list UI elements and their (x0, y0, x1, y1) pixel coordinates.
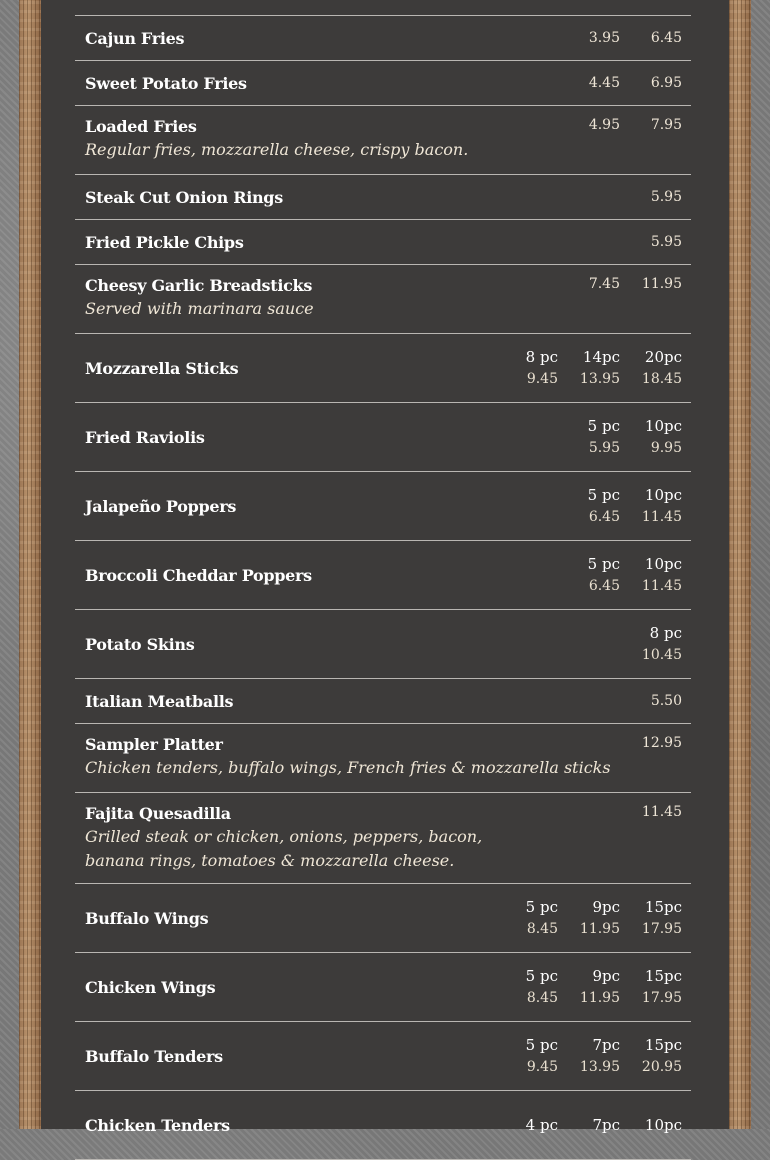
item-price: 5.50 (650, 693, 682, 709)
item-price-large: 6.95 (650, 75, 682, 91)
item-price-small: 3.95 (588, 30, 620, 46)
menu-item-italian-meatballs (75, 679, 691, 724)
price-option (558, 415, 620, 459)
item-name: Sweet Potato Fries (85, 73, 247, 93)
price-option (558, 346, 620, 390)
item-name: Potato Skins (85, 634, 195, 654)
price-option (496, 896, 558, 940)
menu-item-jalapeno-poppers (75, 472, 691, 541)
item-description: Grilled steak or chicken, onions, peppers, bacon, banana rings, tomatoes & mozzarella cheese. (85, 827, 483, 870)
menu-item-garlic-breadsticks (75, 265, 691, 334)
price-option-label: 10pc (644, 555, 682, 573)
price-option-value: 17.95 (641, 990, 682, 1006)
price-option-label: 5 pc (525, 967, 558, 985)
item-name: Loaded Fries (85, 117, 197, 136)
price-option (496, 1034, 558, 1078)
price-option-label: 5 pc (587, 486, 620, 504)
price-option (496, 1114, 558, 1136)
price-option-value: 5.95 (588, 440, 620, 456)
price-option (558, 1114, 620, 1136)
item-name: Broccoli Cheddar Poppers (85, 565, 312, 585)
item-description: Served with marinara sauce (85, 299, 314, 318)
item-price: 11.45 (641, 804, 682, 820)
price-option-value: 17.95 (641, 921, 682, 937)
item-name: Cheesy Garlic Breadsticks (85, 276, 313, 295)
item-name: Cajun Fries (85, 28, 185, 48)
item-description: Regular fries, mozzarella cheese, crispy bacon. (85, 140, 469, 159)
item-name: Buffalo Wings (85, 908, 209, 928)
price-option-value: 10.45 (641, 647, 682, 663)
price-option (620, 484, 682, 528)
item-price: 5.95 (650, 234, 682, 250)
menu-item-chicken-tenders (75, 1091, 691, 1160)
price-option (496, 346, 558, 390)
price-option-value: 8.45 (526, 990, 558, 1006)
item-name: Fajita Quesadilla (85, 804, 231, 823)
item-name: Sampler Platter (85, 735, 223, 754)
price-option-value: 9.95 (650, 440, 682, 456)
price-option-label: 15pc (644, 1036, 682, 1054)
item-name: Mozzarella Sticks (85, 358, 239, 378)
menu-item-onion-rings (75, 175, 691, 220)
price-option (558, 1034, 620, 1078)
item-description: Chicken tenders, buffalo wings, French fries & mozzarella sticks (85, 758, 611, 777)
price-option-label: 15pc (644, 898, 682, 916)
price-option-value: 13.95 (579, 1059, 620, 1075)
price-option-label: 5 pc (587, 555, 620, 573)
item-name: Fried Pickle Chips (85, 232, 244, 252)
price-option-label: 7pc (592, 1036, 620, 1054)
item-price-small: 4.45 (588, 75, 620, 91)
menu-item-buffalo-tenders (75, 1022, 691, 1091)
price-option-value: 8.45 (526, 921, 558, 937)
menu-item-cajun-fries (75, 16, 691, 61)
price-option-value: 9.45 (526, 371, 558, 387)
price-option-value: 18.45 (641, 371, 682, 387)
appetizer-menu (75, 0, 691, 1160)
item-name: Jalapeño Poppers (85, 496, 237, 516)
item-name: Steak Cut Onion Rings (85, 187, 283, 207)
item-name: Buffalo Tenders (85, 1046, 223, 1066)
price-option-label: 10pc (644, 1116, 682, 1134)
price-option (558, 965, 620, 1009)
item-name: Chicken Tenders (85, 1115, 230, 1135)
price-option-value: 13.95 (579, 371, 620, 387)
price-option (620, 622, 682, 666)
menu-item-potato-skins (75, 610, 691, 679)
price-option-label: 10pc (644, 486, 682, 504)
item-name: Fried Raviolis (85, 427, 205, 447)
price-option-label: 20pc (644, 348, 682, 366)
wood-frame-left (19, 0, 41, 1129)
item-price-small: 7.45 (588, 276, 620, 292)
price-option (620, 415, 682, 459)
wood-frame-right (729, 0, 751, 1129)
price-option (496, 965, 558, 1009)
menu-item-broccoli-cheddar-poppers (75, 541, 691, 610)
menu-item-fried-raviolis (75, 403, 691, 472)
price-option-value: 11.95 (579, 921, 620, 937)
menu-top-divider (75, 0, 691, 16)
price-option-label: 5 pc (587, 417, 620, 435)
price-option-label: 4 pc (525, 1116, 558, 1134)
price-option-value: 20.95 (641, 1059, 682, 1075)
price-option-label: 7pc (592, 1116, 620, 1134)
menu-item-buffalo-wings (75, 884, 691, 953)
price-option-value: 11.95 (579, 990, 620, 1006)
menu-item-fried-pickle-chips (75, 220, 691, 265)
item-name: Italian Meatballs (85, 691, 234, 711)
price-option (620, 965, 682, 1009)
menu-item-sampler-platter (75, 724, 691, 793)
price-option (620, 346, 682, 390)
price-option (620, 1034, 682, 1078)
price-option-label: 10pc (644, 417, 682, 435)
item-price: 12.95 (641, 735, 682, 751)
price-option (558, 896, 620, 940)
menu-item-sweet-potato-fries (75, 61, 691, 106)
item-price-large: 6.45 (650, 30, 682, 46)
price-option-label: 9pc (592, 967, 620, 985)
price-option-label: 15pc (644, 967, 682, 985)
item-price-small: 4.95 (588, 117, 620, 133)
price-option-label: 5 pc (525, 898, 558, 916)
price-option (620, 1114, 682, 1136)
price-option-label: 9pc (592, 898, 620, 916)
price-option-value: 6.45 (588, 509, 620, 525)
price-option-value: 6.45 (588, 578, 620, 594)
item-price-large: 7.95 (650, 117, 682, 133)
menu-item-mozzarella-sticks (75, 334, 691, 403)
price-option-value: 9.45 (526, 1059, 558, 1075)
price-option (558, 484, 620, 528)
price-option (558, 553, 620, 597)
menu-item-chicken-wings (75, 953, 691, 1022)
price-option (620, 553, 682, 597)
menu-item-loaded-fries (75, 106, 691, 175)
item-price-large: 11.95 (641, 276, 682, 292)
price-option-label: 5 pc (525, 1036, 558, 1054)
price-option-label: 8 pc (649, 624, 682, 642)
price-option-value: 11.45 (641, 509, 682, 525)
price-option-value: 11.45 (641, 578, 682, 594)
price-option (620, 896, 682, 940)
item-name: Chicken Wings (85, 977, 216, 997)
item-price: 5.95 (650, 189, 682, 205)
price-option-label: 14pc (582, 348, 620, 366)
price-option-label: 8 pc (525, 348, 558, 366)
menu-item-fajita-quesadilla (75, 793, 691, 884)
